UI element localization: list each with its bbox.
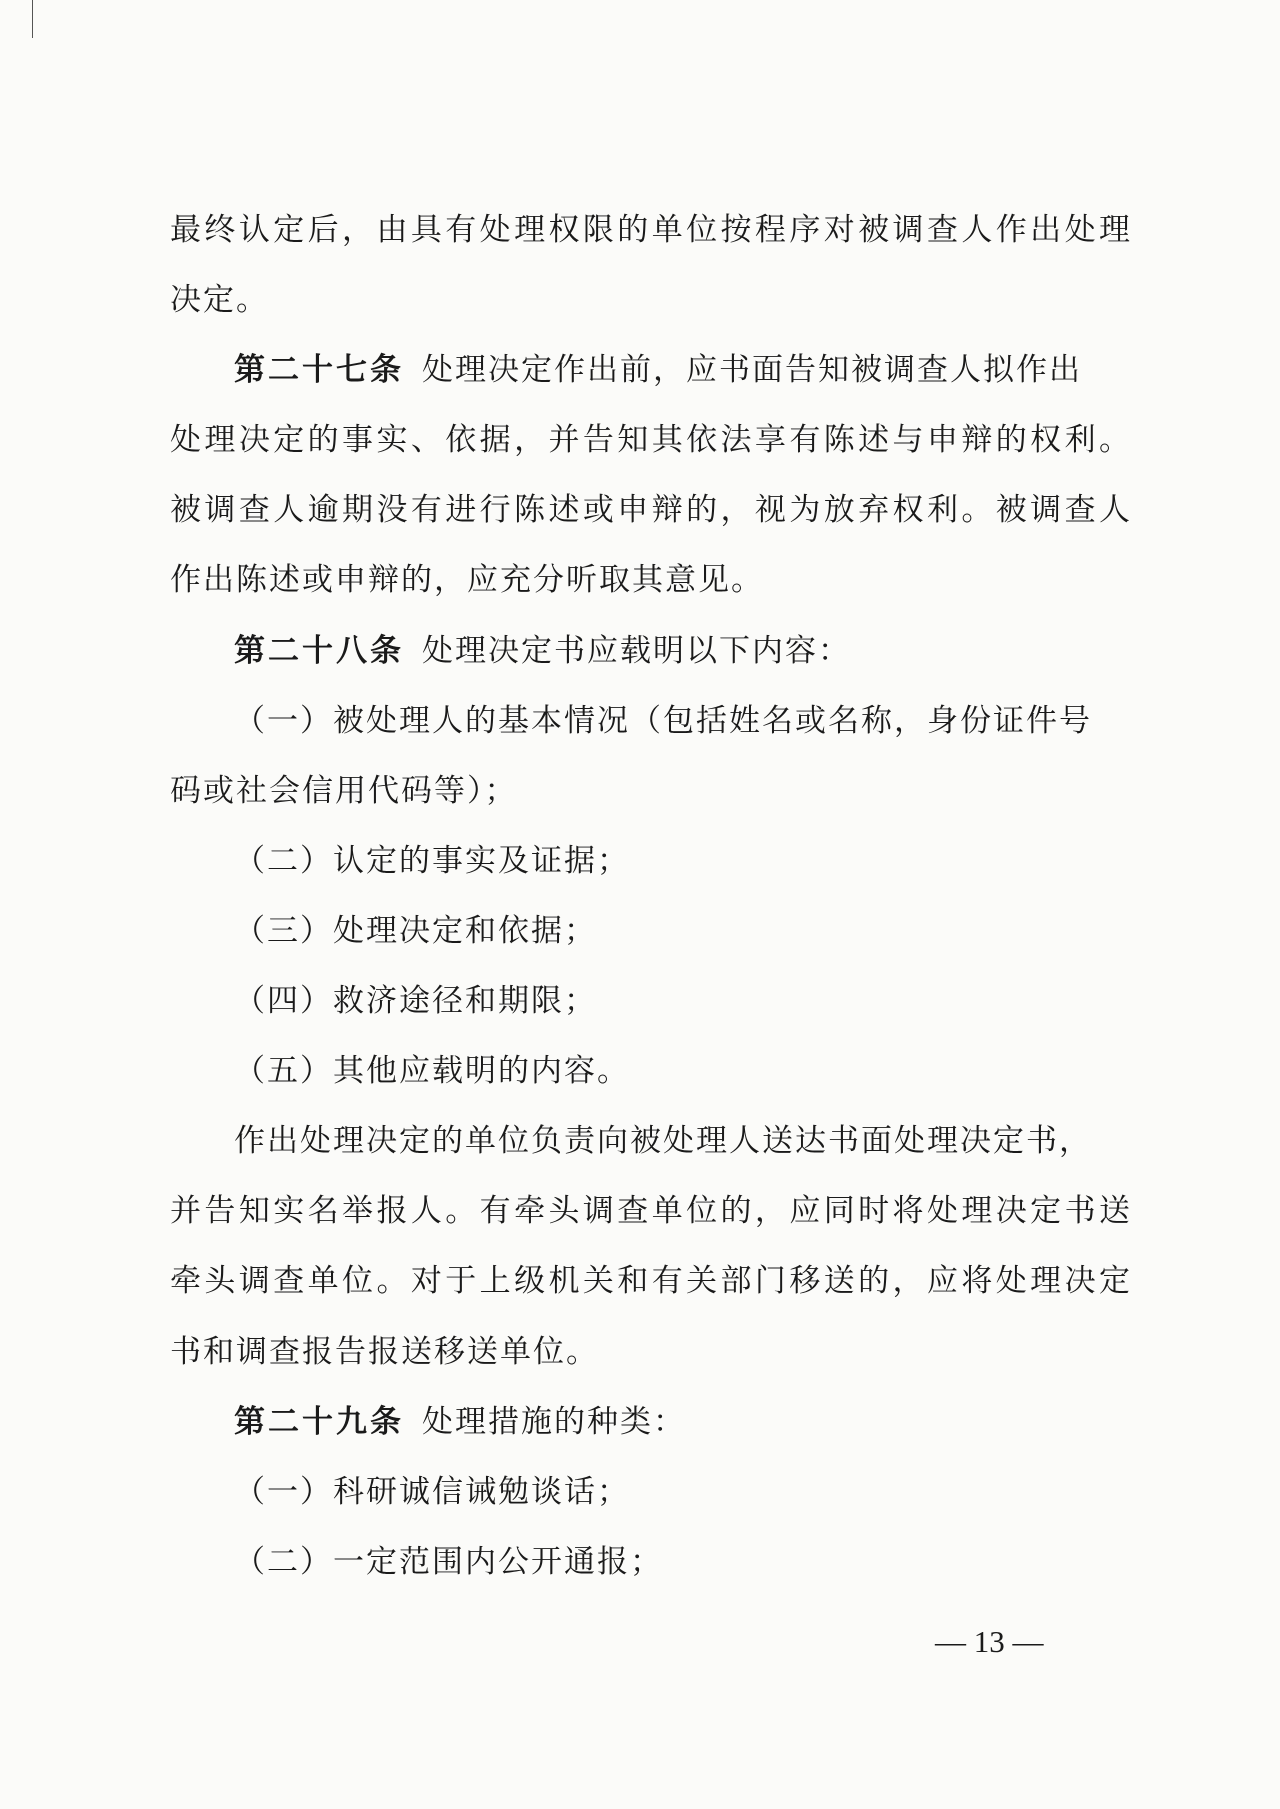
paragraph-line: 处理决定的事实、依据，并告知其依法享有陈述与申辩的权利。	[170, 422, 1130, 459]
list-item-line: （二）认定的事实及证据；	[234, 842, 630, 879]
article-27-heading-line: 第二十七条 处理决定作出前，应书面告知被调查人拟作出	[234, 352, 1082, 389]
paragraph-line: 作出陈述或申辩的，应充分听取其意见。	[170, 562, 764, 599]
paragraph-line: 决定。	[170, 282, 269, 319]
paragraph-line: 被调查人逾期没有进行陈述或申辩的，视为放弃权利。被调查人	[170, 492, 1130, 529]
scan-edge-mark	[32, 0, 33, 38]
list-item-line: （一）科研诚信诫勉谈话；	[234, 1473, 630, 1510]
article-29-heading-line: 第二十九条 处理措施的种类：	[234, 1403, 686, 1440]
paragraph-line: 作出处理决定的单位负责向被处理人送达书面处理决定书，	[234, 1123, 1092, 1160]
article-number: 第二十七条	[234, 352, 404, 389]
list-item-line: （一）被处理人的基本情况（包括姓名或名称，身份证件号	[234, 702, 1092, 739]
list-item-line: （五）其他应载明的内容。	[234, 1053, 630, 1090]
list-item-line: （三）处理决定和依据；	[234, 912, 597, 949]
paragraph-line: 并告知实名举报人。有牵头调查单位的，应同时将处理决定书送	[170, 1193, 1130, 1230]
list-item-line: （二）一定范围内公开通报；	[234, 1543, 663, 1580]
article-number: 第二十八条	[234, 632, 404, 669]
document-body	[170, 195, 1130, 1597]
article-28-heading-line: 第二十八条 处理决定书应载明以下内容：	[234, 632, 851, 669]
page-number: — 13 —	[935, 1624, 1044, 1659]
article-number: 第二十九条	[234, 1403, 404, 1440]
paragraph-line: 书和调查报告报送移送单位。	[170, 1333, 599, 1370]
list-item-line: 码或社会信用代码等）；	[170, 772, 518, 809]
paragraph-line: 最终认定后，由具有处理权限的单位按程序对被调查人作出处理	[170, 212, 1130, 248]
paragraph-line: 牵头调查单位。对于上级机关和有关部门移送的，应将处理决定	[170, 1263, 1130, 1300]
list-item-line: （四）救济途径和期限；	[234, 983, 597, 1020]
